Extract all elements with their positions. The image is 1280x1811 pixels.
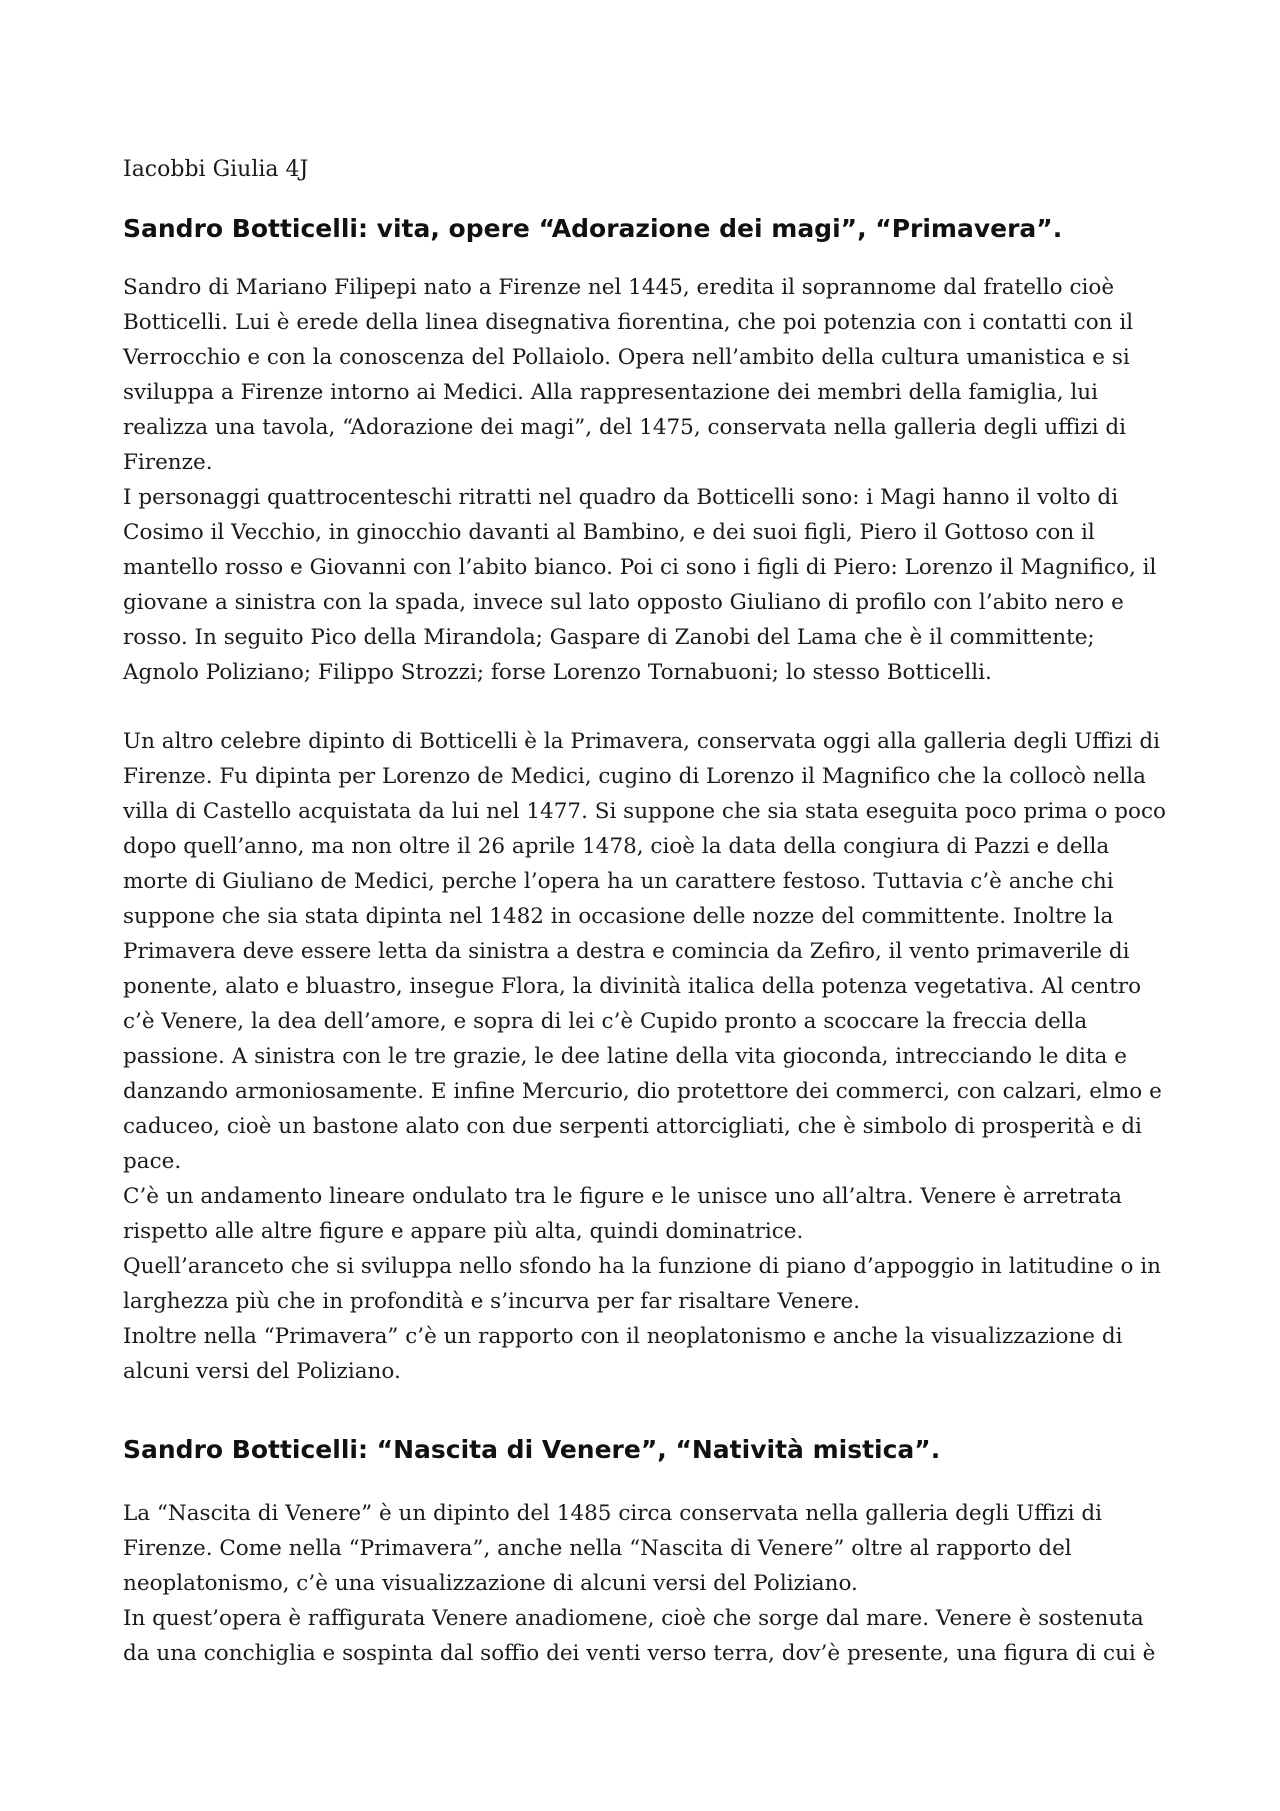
paragraph: I personaggi quattrocenteschi ritratti nel quadro da Botticelli sono: i Magi hanno il volto di Cosimo il Vecchio, in ginocchio davanti al Bambino, e dei suoi figli, Piero il Gottoso con il mantello rosso e Giovanni con l’abito bianco. Poi ci sono i figli di Piero: Lorenzo il Magnifico, il giovane a sinistra con la spada, invece sul lato opposto Giuliano di profilo con l’abito nero e rosso. In seguito Pico della Mirandola; Gaspare di Zanobi del Lama che è il committente; Agnolo Poliziano; Filippo Strozzi; forse Lorenzo Tornabuoni; lo stesso Botticelli. [123, 485, 1157, 685]
paragraph: Inoltre nella “Primavera” c’è un rapporto con il neoplatonismo e anche la visualizzazione di alcuni versi del Poliziano. [123, 1324, 1123, 1384]
section-adorazione [123, 270, 1168, 690]
paragraph: Sandro di Mariano Filipepi nato a Firenze nel 1445, eredita il soprannome dal fratello cioè Botticelli. Lui è erede della linea disegnativa fiorentina, che poi potenzia con i contatti con il Verrocchio e con la conoscenza del Pollaiolo. Opera nell’ambito della cultura umanistica e si sviluppa a Firenze intorno ai Medici. Alla rappresentazione dei membri della famiglia, lui realizza una tavola, “Adorazione dei magi”, del 1475, conservata nella galleria degli uffizi di Firenze. [123, 275, 1134, 475]
paragraph: Un altro celebre dipinto di Botticelli è la Primavera, conservata oggi alla galleria degli Uffizi di Firenze. Fu dipinta per Lorenzo de Medici, cugino di Lorenzo il Magnifico che la collocò nella villa di Castello acquistata da lui nel 1477. Si suppone che sia stata eseguita poco prima o poco dopo quell’anno, ma non oltre il 26 aprile 1478, cioè la data della congiura di Pazzi e della morte di Giuliano de Medici, perche l’opera ha un carattere festoso. Tuttavia c’è anche chi suppone che sia stata dipinta nel 1482 in occasione delle nozze del committente. Inoltre la Primavera deve essere letta da sinistra a destra e comincia da Zefiro, il vento primaverile di ponente, alato e bluastro, insegue Flora, la divinità italica della potenza vegetativa. Al centro c’è Venere, la dea dell’amore, e sopra di lei c’è Cupido pronto a scoccare la freccia della passione. A sinistra con le tre grazie, le dee latine della vita gioconda, intrecciando le dita e danzando armoniosamente. E infine Mercurio, dio protettore dei commerci, con calzari, elmo e caduceo, cioè un bastone alato con due serpenti attorcigliati, che è simbolo di prosperità e di pace. [123, 729, 1166, 1174]
paragraph: La “Nascita di Venere” è un dipinto del 1485 circa conservata nella galleria degli Uffizi di Firenze. Come nella “Primavera”, anche nella “Nascita di Venere” oltre al rapporto del neoplatonismo, c’è una visualizzazione di alcuni versi del Poliziano. [123, 1501, 1102, 1596]
paragraph: In quest’opera è raffigurata Venere anadiomene, cioè che sorge dal mare. Venere è sostenuta da una conchiglia e sospinta dal soffio dei venti verso terra, dov’è presente, una figura di cui è [123, 1606, 1156, 1666]
section-heading-nascita-venere: Sandro Botticelli: “Nascita di Venere”, “Natività mistica”. [123, 1435, 941, 1464]
paragraph: C’è un andamento lineare ondulato tra le figure e le unisce uno all’altra. Venere è arretrata rispetto alle altre figure e appare più alta, quindi dominatrice. [123, 1184, 1122, 1244]
section-nascita-venere [123, 1496, 1168, 1671]
section-primavera [123, 724, 1168, 1389]
author-line: Iacobbi Giulia 4J [123, 157, 309, 182]
section-heading-vita-opere: Sandro Botticelli: vita, opere “Adorazione dei magi”, “Primavera”. [123, 214, 1063, 243]
paragraph: Quell’aranceto che si sviluppa nello sfondo ha la funzione di piano d’appoggio in latitudine o in larghezza più che in profondità e s’incurva per far risaltare Venere. [123, 1254, 1161, 1314]
